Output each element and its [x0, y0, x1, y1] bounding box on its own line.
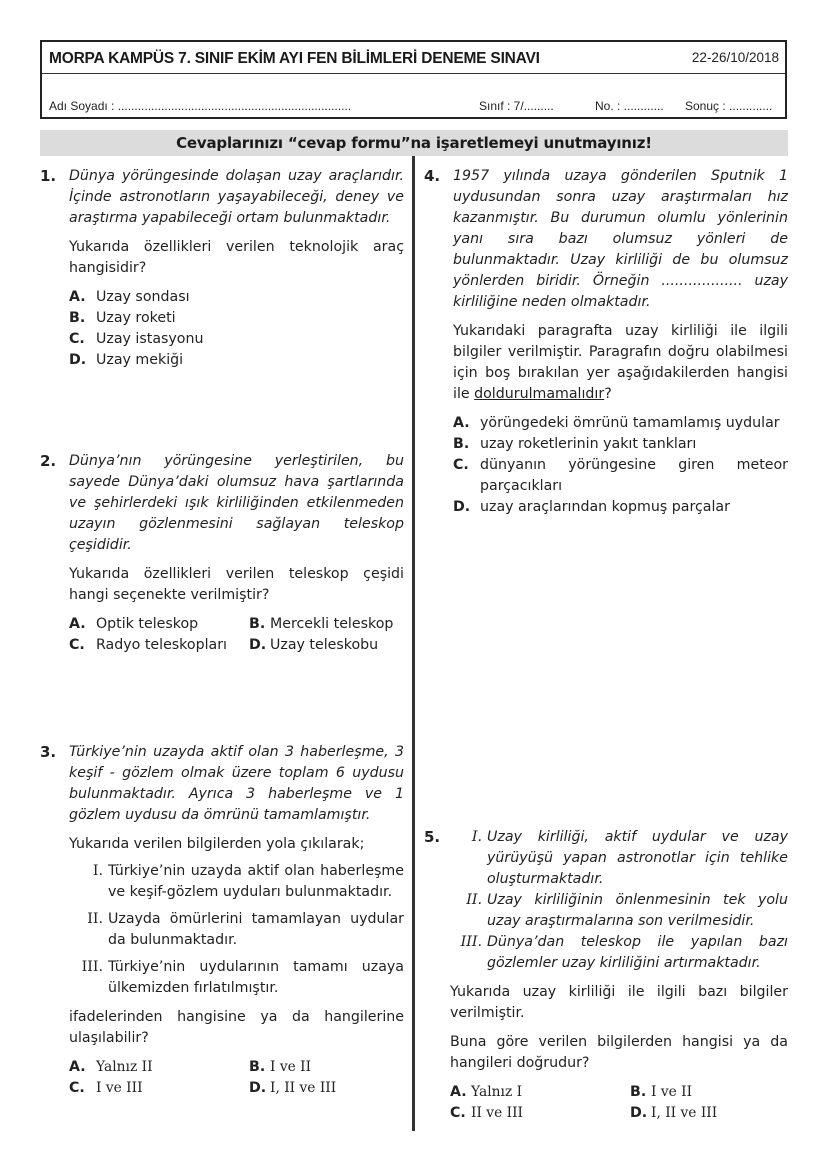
- option-a[interactable]: A. Yalnız II: [69, 1059, 153, 1075]
- option-d[interactable]: D. Uzay teleskobu: [249, 637, 379, 653]
- options-grid: [450, 1082, 788, 1124]
- exam-date: 22-26/10/2018: [691, 50, 779, 65]
- options-grid: [69, 614, 404, 656]
- option-c[interactable]: C. dünyanın yörüngesine giren meteor parçacıkları: [453, 457, 788, 494]
- question-stem: Dünya’nın yörüngesine yerleştirilen, bu sayede Dünya’daki olumsuz hava şartlarında ve şehirlerdeki ışık kirliliğinden etkilenmeden uzayın gözlenmesini sağlayan teleskop çeşididir.: [69, 453, 404, 553]
- student-fields: [49, 97, 779, 113]
- statement-ii: II. Uzayda ömürlerini tamamlayan uydular da bulunmaktadır.: [87, 911, 404, 948]
- question-prompt: Yukarıdaki paragrafta uzay kirliliği ile ilgili bilgiler verilmiştir. Paragrafın doğru olabilmesi için boş bırakılan yer aşağıdakilerden hangisi ile doldurulmamalıdır?: [453, 323, 788, 402]
- option-b[interactable]: B. uzay roketlerinin yakıt tankları: [453, 436, 697, 452]
- question-number: 4.: [424, 167, 441, 185]
- option-a[interactable]: A. yörüngedeki ömrünü tamamlamış uydular: [453, 415, 780, 431]
- header-title-row: [42, 42, 785, 74]
- question-prompt-2: Buna göre verilen bilgilerden hangisi ya da hangileri doğrudur?: [450, 1034, 788, 1071]
- exam-header: [40, 40, 787, 119]
- option-b[interactable]: B. I ve II: [249, 1059, 312, 1075]
- question-number: 2.: [40, 452, 57, 470]
- statement-i: I. Türkiye’nin uzayda aktif olan haberleşme ve keşif-gözlem uyduları bulunmaktadır.: [92, 863, 404, 900]
- option-b[interactable]: B. Uzay roketi: [69, 310, 176, 326]
- question-prompt: Yukarıda özellikleri verilen teleskop çeşidi hangi seçenekte verilmiştir?: [69, 566, 404, 603]
- options-grid: [69, 1057, 404, 1099]
- option-d[interactable]: D. I, II ve III: [249, 1080, 337, 1096]
- options-list: [453, 413, 788, 518]
- statement-ii: II. Uzay kirliliğinin önlenmesinin tek yolu uzay araştırmalarına son verilmesidir.: [466, 892, 788, 929]
- question-prompt-2: ifadelerinden hangisine ya da hangilerine ulaşılabilir?: [69, 1009, 404, 1046]
- option-c[interactable]: C. Uzay istasyonu: [69, 331, 204, 347]
- question-prompt: Yukarıda verilen bilgilerden yola çıkılarak;: [69, 836, 365, 852]
- option-a[interactable]: A. Optik teleskop: [69, 616, 199, 632]
- statement-iii: III. Dünya’dan teleskop ile yapılan bazı gözlemler uzay kirliliğini artırmaktadır.: [460, 934, 788, 971]
- question-stem: Türkiye’nin uzayda aktif olan 3 haberleşme, 3 keşif - gözlem olmak üzere toplam 6 uydusu bulunmaktadır. Ayrıca 3 haberleşme ve 1 gözlem uydusu da ömrünü tamamlamıştır.: [69, 744, 404, 823]
- question-number: 1.: [40, 167, 57, 185]
- question-number: 5.: [424, 828, 441, 846]
- option-d[interactable]: D. I, II ve III: [630, 1105, 718, 1121]
- column-divider: [412, 156, 415, 1131]
- option-b[interactable]: B. I ve II: [630, 1084, 693, 1100]
- option-b[interactable]: B. Mercekli teleskop: [249, 616, 394, 632]
- statement-iii: III. Türkiye’nin uydularının tamamı uzaya ülkemizden fırlatılmıştır.: [81, 959, 404, 996]
- class-field[interactable]: Sınıf : 7/.........: [479, 99, 554, 113]
- option-a[interactable]: A. Yalnız I: [450, 1084, 523, 1100]
- question-stem: 1957 yılında uzaya gönderilen Sputnik 1 uydusundan sonra uzay araştırmaları hız kazanmıştır. Bu durumun olumlu yönlerinin yanı sıra bazı olumsuz yönleri de bulunmaktadır. Uzay kirliliği de bu olumsuz yönlerden biridir. Örneğin .................. uzay kirliliğine neden olmaktadır.: [453, 168, 788, 310]
- option-d[interactable]: D. uzay araçlarından kopmuş parçalar: [453, 499, 730, 515]
- question-prompt: Yukarıda uzay kirliliği ile ilgili bazı bilgiler verilmiştir.: [450, 984, 788, 1021]
- option-c[interactable]: C. II ve III: [450, 1105, 523, 1121]
- option-c[interactable]: C. Radyo teleskopları: [69, 637, 227, 653]
- option-c[interactable]: C. I ve III: [69, 1080, 143, 1096]
- instruction-banner: Cevaplarınızı “cevap formu”na işaretlemeyi unutmayınız!: [40, 130, 788, 156]
- options-list: [69, 287, 404, 371]
- result-field[interactable]: Sonuç : .............: [685, 99, 773, 113]
- number-field[interactable]: No. : ............: [595, 99, 664, 113]
- question-prompt: Yukarıda özellikleri verilen teknolojik araç hangisidir?: [69, 239, 404, 276]
- emphasis-underlined: doldurulmamalıdır: [474, 386, 605, 402]
- question-number: 3.: [40, 743, 57, 761]
- question-stem: Dünya yörüngesinde dolaşan uzay araçlarıdır. İçinde astronotların yaşayabileceği, deney ve araştırma yapabileceği ortam bulunmaktadır.: [69, 168, 404, 226]
- name-field[interactable]: Adı Soyadı : ......................................................................: [49, 99, 352, 113]
- statement-i: I. Uzay kirliliği, aktif uydular ve uzay yürüyüşü yapan astronotlar için tehlike oluşturmaktadır.: [471, 829, 788, 887]
- option-d[interactable]: D. Uzay mekiği: [69, 352, 184, 368]
- exam-title: MORPA KAMPÜS 7. SINIF EKİM AYI FEN BİLİMLERİ DENEME SINAVI: [49, 50, 540, 67]
- option-a[interactable]: A. Uzay sondası: [69, 289, 190, 305]
